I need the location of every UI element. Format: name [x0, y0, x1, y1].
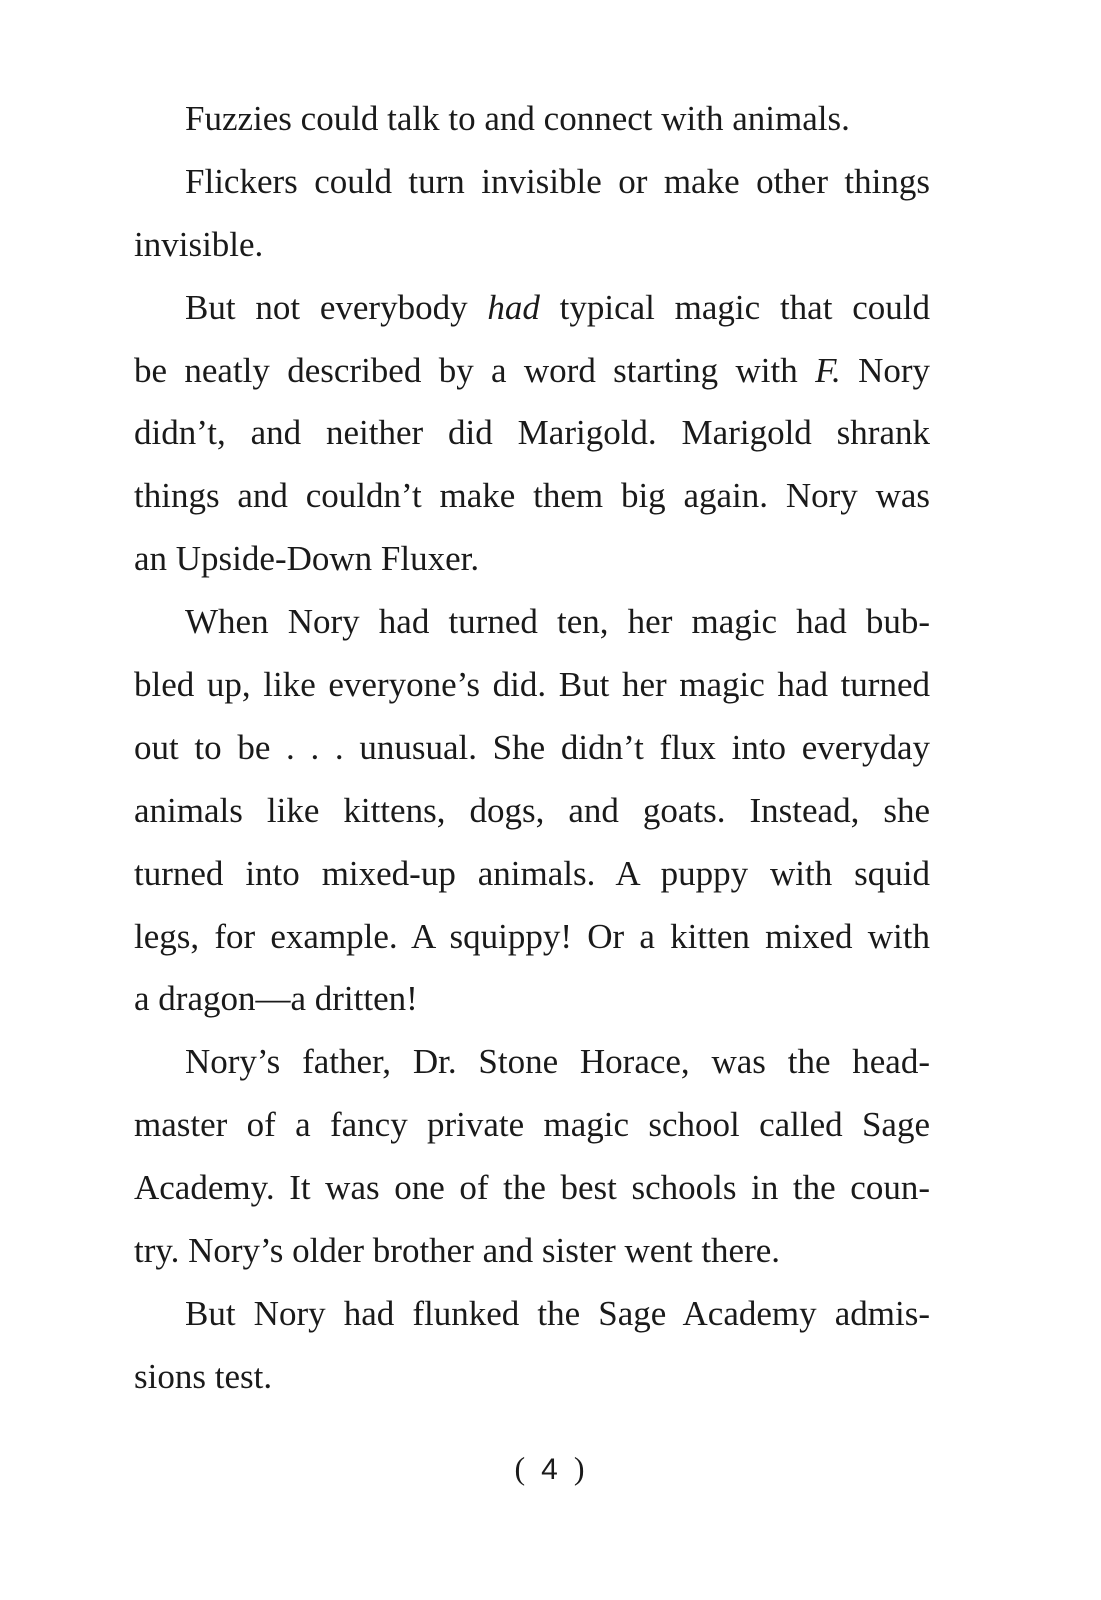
text-run: But not everybody: [185, 287, 488, 327]
text-line: animals like kittens, dogs, and goats. Instead, she: [134, 790, 930, 830]
text-line: a dragon—a dritten!: [134, 979, 418, 1019]
text-line: master of a fancy private magic school called Sage: [134, 1105, 930, 1145]
text-line: [134, 277, 930, 340]
text-line: [134, 340, 930, 403]
text-run: Nory: [840, 350, 930, 390]
text-line: Fuzzies could talk to and connect with animals.: [185, 99, 850, 138]
paragraph: [134, 277, 930, 591]
emphasis-text: F.: [815, 350, 841, 390]
paragraph: [134, 151, 930, 277]
page-number-paren-open: (: [514, 1450, 528, 1486]
text-run: typical magic that could: [539, 287, 930, 327]
text-line: didn’t, and neither did Marigold. Marigold shrank: [134, 413, 930, 453]
paragraph: [134, 1283, 930, 1409]
text-line: an Upside-Down Fluxer.: [134, 539, 480, 579]
body-text: [134, 88, 930, 1409]
text-line: Academy. It was one of the best schools in the coun-: [134, 1168, 930, 1208]
text-line: things and couldn’t make them big again. Nory was: [134, 476, 930, 516]
text-line: legs, for example. A squippy! Or a kitten mixed with: [134, 916, 930, 956]
text-line: turned into mixed-up animals. A puppy with squid: [134, 853, 930, 893]
text-line: Flickers could turn invisible or make other things: [185, 161, 930, 201]
text-line: try. Nory’s older brother and sister went there.: [134, 1231, 781, 1271]
page-number: [0, 1450, 1101, 1487]
text-line: Nory’s father, Dr. Stone Horace, was the head-: [185, 1042, 930, 1082]
emphasis-text: had: [487, 287, 540, 327]
text-line: out to be . . . unusual. She didn’t flux into everyday: [134, 727, 930, 767]
page-number-paren-close: ): [573, 1450, 587, 1486]
paragraph: [134, 88, 930, 151]
text-line: When Nory had turned ten, her magic had bub-: [185, 602, 930, 642]
page-number-value: 4: [541, 1453, 560, 1486]
text-run: be neatly described by a word starting with: [134, 350, 816, 390]
paragraph: [134, 591, 930, 1031]
text-line: bled up, like everyone’s did. But her magic had turned: [134, 665, 930, 705]
text-line: But Nory had flunked the Sage Academy admis-: [185, 1293, 930, 1333]
paragraph: [134, 1031, 930, 1283]
text-line: sions test.: [134, 1356, 273, 1396]
text-line: invisible.: [134, 224, 264, 264]
